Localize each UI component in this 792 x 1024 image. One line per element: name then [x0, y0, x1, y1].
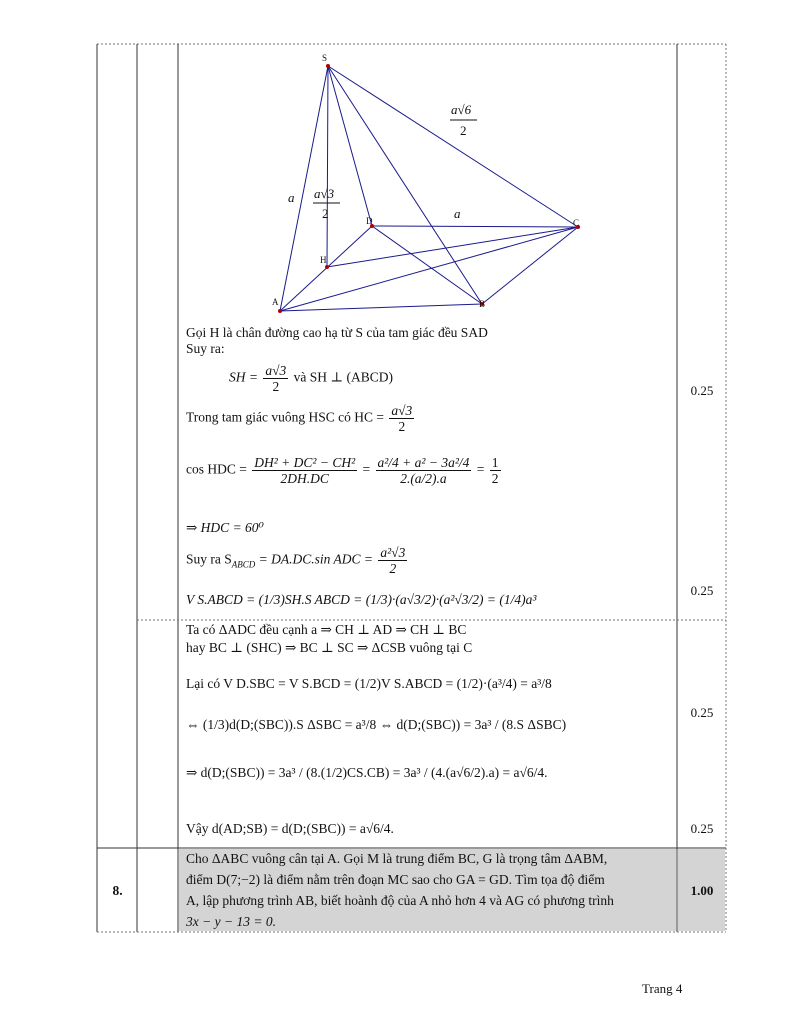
q8-line3: A, lập phương trình AB, biết hoành độ của A nhỏ hơn 4 và AG có phương trình [186, 893, 614, 908]
cos-frac3-den: 2 [491, 471, 499, 486]
point-a [278, 309, 282, 313]
q8-line2: điểm D(7;−2) là điểm nằm trên đoạn MC sao cho GA = GD. Tìm tọa độ điểm [186, 872, 605, 887]
cos-frac1 [252, 455, 357, 486]
sh-lhs: SH = [229, 369, 258, 385]
sc-num: a√6 [451, 102, 472, 117]
point-s [326, 64, 330, 68]
part2-line4: ⇔ (1/3)d(D;(SBC)).S ΔSBC = a³/8 ⇔ d(D;(SBC)) = 3a³ / (8.S ΔSBC) [186, 717, 567, 732]
cos-frac3 [490, 455, 501, 486]
q8-line1: Cho ΔABC vuông cân tại A. Gọi M là trung điểm BC, G là trọng tâm ΔABM, [186, 851, 608, 866]
sh-frac [263, 363, 288, 394]
label-b: B [479, 299, 486, 309]
part2-line6: Vậy d(AD;SB) = d(D;(SBC)) = a√6/4. [186, 821, 394, 836]
hc-prefix: Trong tam giác vuông HSC có HC = [186, 409, 384, 425]
hc-num: a√3 [391, 403, 413, 418]
q8-line4: 3x − y − 13 = 0. [186, 914, 276, 929]
sh-den: 2 [322, 206, 329, 221]
hc-line [186, 403, 416, 434]
cos-frac1-num: DH² + DC² − CH² [254, 455, 356, 470]
pyramid-figure [180, 46, 676, 326]
cos-equation: cos HDC = $\frac{\text{DH² + DC² − CH²}}{2DH.DC}$ = $\frac{\text{a²/4 + a² − 3a²/4}}{2.(a/2).a}$ = $\frac{1}{2}$ [186, 455, 499, 486]
area-frac [378, 545, 407, 576]
area-den: 2 [389, 561, 397, 576]
area-mid: = DA.DC.sin ADC = [258, 551, 373, 567]
q8-number: 8. [112, 883, 123, 898]
part2-line3: Lại có V D.SBC = V S.BCD = (1/2)V S.ABCD = (1/2)·(a³/4) = a³/8 [186, 676, 552, 691]
part1-line1: Gọi H là chân đường cao hạ từ S của tam giác đều SAD [186, 325, 488, 340]
part2-line5: ⇒ d(D;(SBC)) = 3a³ / (8.(1/2)CS.CB) = 3a³ / (4.(a√6/2).a) = a√6/4. [186, 765, 548, 780]
volume-line: V S.ABCD = (1/3)SH.S ABCD = (1/3)·(a√3/2)·(a²√3/2) = (1/4)a³ [186, 592, 537, 607]
area-num: a²√3 [380, 545, 406, 560]
area-sub: ABCD [231, 559, 256, 570]
label-h: H [320, 255, 327, 265]
edge-sa-label: a [288, 190, 295, 205]
point-h [325, 265, 329, 269]
page-number: Trang 4 [642, 981, 683, 996]
score-q8: 1.00 [690, 883, 714, 898]
cos-lhs: cos HDC = [186, 461, 247, 477]
part1-line2: Suy ra: [186, 341, 225, 356]
cos-frac2-num: a²/4 + a² − 3a²/4 [377, 455, 470, 470]
score-3: 0.25 [690, 705, 714, 720]
score-4: 0.25 [690, 821, 714, 836]
sh-equation [229, 363, 393, 394]
hc-frac [389, 403, 414, 434]
cos-frac2-den: 2.(a/2).a [400, 471, 447, 486]
angle-result: ⇒ HDC = 60⁰ [186, 520, 264, 535]
sh-frac-num: a√3 [265, 363, 287, 378]
score-2: 0.25 [690, 583, 714, 598]
cos-frac2 [376, 455, 472, 486]
sc-den: 2 [460, 123, 467, 138]
label-d: D [366, 216, 373, 226]
score-1: 0.25 [690, 383, 714, 398]
label-s: S [322, 53, 328, 63]
label-c: C [573, 218, 580, 228]
edge-dc-label: a [454, 206, 461, 221]
cos-frac3-num: 1 [491, 455, 499, 470]
area-line [186, 545, 409, 576]
label-a: A [272, 297, 279, 307]
hc-den: 2 [398, 419, 406, 434]
sh-frac-den: 2 [272, 379, 280, 394]
part2-line1: Ta có ΔADC đều cạnh a ⇒ CH ⊥ AD ⇒ CH ⊥ BC [186, 622, 467, 637]
sh-rhs: và SH ⊥ (ABCD) [293, 369, 393, 385]
sh-num: a√3 [314, 186, 335, 201]
area-prefix: Suy ra S [186, 551, 232, 567]
cos-frac1-den: 2DH.DC [280, 471, 329, 486]
part2-line2: hay BC ⊥ (SHC) ⇒ BC ⊥ SC ⇒ ΔCSB vuông tại C [186, 640, 473, 655]
